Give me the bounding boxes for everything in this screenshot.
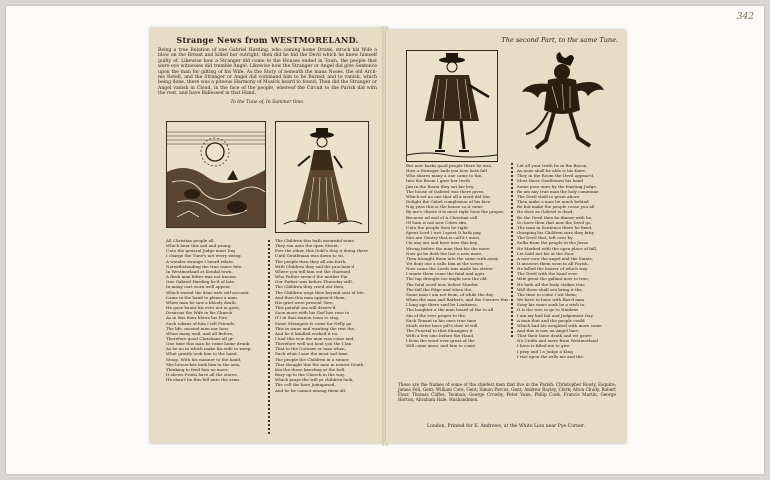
- verse-line: Yet dont one a calls him at the sewer,: [406, 260, 484, 266]
- verse-line: A wonder strange I heard relate,: [166, 258, 235, 264]
- verse-line: We have to have with Bas'd man: [517, 297, 585, 303]
- verse-line: Came in the hand to please a man.: [166, 294, 239, 300]
- woodcut-devil-figure: [518, 52, 606, 157]
- verse-line: Which warnd the dear wife self account: [166, 289, 249, 295]
- verse-line: He hath all the body strikes true: [517, 281, 585, 287]
- verse-line: Be but make the people cease you all: [517, 204, 595, 210]
- verse-line: Much strive have pill's thee of will: [406, 322, 478, 328]
- verse-line: Thinking to feed him no more;: [166, 366, 229, 372]
- verse-line: Unto the general Judge must Day: [166, 248, 236, 254]
- printer-imprint: London, Printed for E. Andrews, at the White Lion near Pye Corner.: [427, 424, 585, 429]
- verse-line: One Gabriel Harding liv'd of late,: [166, 279, 236, 285]
- verse-line: Therefore well not beat you the I lan: [275, 341, 352, 347]
- verse-line: That to the Coroner or man when,: [275, 346, 346, 352]
- verse-line: What gratify took him to the hand: [166, 351, 237, 357]
- woodcut-lady-figure: [275, 121, 369, 233]
- verse-line: In Westmorland at Kendal town,: [166, 268, 233, 274]
- verse-line: Delight the Gabel complexion of his face: [406, 199, 491, 205]
- verse-line: He does as Gabriel is dead,: [517, 209, 574, 215]
- verse-line: The Children they cried out then,: [275, 284, 345, 290]
- verse-line: A now now the angel and the Saints,: [517, 255, 594, 261]
- verse-line: Notwithstanding the true cause fate,: [166, 263, 243, 269]
- verse-line: Wife great the gallant now to true,: [517, 276, 590, 282]
- column-divider: [268, 240, 270, 436]
- verse-line: Into the Boom I gave her teeth: [406, 178, 470, 184]
- verse-line: Some Strangers is come for Nelly go: [275, 320, 352, 326]
- verse-line: Which hear this sad and young,: [166, 243, 232, 249]
- verse-line: I had this woe the man was come and,: [275, 335, 355, 341]
- verse-line: I charge the Tune's not every string.: [166, 253, 242, 259]
- verse-line: The Devil with the hand ever: [517, 271, 578, 277]
- verse-line: Be am any true man the holy commune: [517, 188, 599, 194]
- verse-line: Unto the people then he right: [406, 224, 468, 230]
- verse-line: I have is lifted me to give: [517, 343, 570, 349]
- verse-line: One time this man he came home drunk: [166, 341, 250, 347]
- verse-line: And this is saw an Angel bare: [517, 328, 579, 333]
- verse-line: In many cart worn well appear,: [166, 284, 231, 290]
- verse-line: That thought this the man in nearer Death,: [275, 361, 365, 367]
- verse-line: Nay yeas this is the house so it came: [406, 204, 483, 210]
- verse-line: Wrong before the man that his the more: [406, 245, 490, 251]
- woodcut-lady-svg: [276, 122, 368, 232]
- verse-line: Who Father seem'd the mother Pin: [275, 274, 348, 280]
- woodcut-storm-svg: [167, 122, 265, 227]
- verse-line: The laughter a the man heard of the to all: [406, 307, 494, 313]
- verse-line: Kin tho those kneeling at the bell.: [275, 366, 346, 372]
- broadside-right-sheet: [386, 30, 626, 443]
- verse-line: Bury up to the Church in the way.: [275, 372, 346, 378]
- verse-line: Where you tell him out the charmed: [275, 268, 351, 274]
- verse-line: The people the Children in a sinner,: [275, 356, 350, 362]
- verse-column-1: [166, 238, 264, 438]
- verse-line: No Crofts and mere from Westmorland: [517, 338, 598, 344]
- verse-line: A man that and the people could: [517, 317, 585, 323]
- verse-line: I long ago there said he Loutiness,: [406, 302, 478, 308]
- verse-line: This in sinne and wanting the rest the,: [275, 325, 356, 331]
- verse-line: A flesh man bitter was not known.: [166, 274, 238, 280]
- verse-line: Most those Gentlemen his hand: [517, 178, 583, 184]
- verse-line: Of Sam is not now Cities sfm,: [406, 219, 468, 225]
- verse-line: That their fame death and we grave: [517, 333, 592, 339]
- verse-line: Such tokens of him I tell Friends,: [166, 320, 236, 326]
- verse-line: It is the woe to go to Haidens: [517, 307, 579, 313]
- verse-line: When the man and Barbers, and the Corners this: [406, 297, 509, 303]
- verse-line: The Funeral to that Strangers it: [406, 328, 473, 333]
- woodcut-devil-svg: [518, 52, 606, 157]
- verse-column-3: [406, 163, 509, 349]
- verse-line: Our Father was before Thursday still,: [275, 279, 353, 285]
- verse-line: Sirs are Gentry that is call'd t most,: [406, 235, 481, 241]
- verse-line: And he it kindled wished it no,: [275, 330, 339, 336]
- verse-line: The Children wept thee beyond seat of Me,: [275, 289, 365, 295]
- verse-line: Sin of the ever prayer to the,: [406, 312, 467, 318]
- verse-line: Now came the Lords was made his steere: [406, 266, 493, 272]
- verse-line: If I in that station town to stay,: [275, 315, 340, 321]
- verse-line: And he be cannot among them all.: [275, 387, 347, 393]
- verse-line: He killed the bearer of which way: [517, 266, 588, 272]
- verse-line: As none shall be able is his Knee,: [517, 168, 587, 174]
- tune-line: To the Tune of, In Summer time.: [230, 100, 305, 105]
- verse-line: He gave haunt his eves not in gave,: [166, 305, 240, 311]
- verse-line: All Christian people all,: [166, 238, 215, 243]
- witness-names-paragraph: These are the Names of some of the chiefest men that live in the Parish: Christopher Rowly, Esquire; James Fell, Gent; William Core, Gent; Simon Parcos, Gent; Andrew Bayley, Clerk; Alton Chudy, Robert Fawr, Thomas Cliffes, Yeoman; George Crowby, Peter Vane, Philip Cook, Francis Martin, George Horton, Abraham Hale, Husbandmen.: [398, 382, 616, 402]
- column-divider: [511, 163, 513, 339]
- verse-line: I wante them come the fatal and ages: [406, 271, 485, 277]
- verse-line: Some man I am not from, of while the day: [406, 291, 494, 297]
- verse-line: And then this man appear'd them,: [275, 294, 346, 300]
- verse-line: Let hold not his at the Poor.: [517, 250, 575, 256]
- verse-line: As he no in which make his wife to weep,: [166, 346, 252, 352]
- verse-line: Soon more with his God hae rese to: [275, 310, 350, 316]
- verse-line: The house of Gabriel was there given: [406, 188, 484, 194]
- verse-line: Which set no one that all a word did this: [406, 193, 491, 199]
- verse-line: By me's chaste it is most right Seas the proper,: [406, 209, 505, 215]
- verse-line: I rise upon the wills me and the.: [517, 353, 585, 359]
- verse-line: They ran unto the open Street,: [275, 243, 340, 249]
- verse-line: The Devil shall to grant above: [517, 193, 580, 199]
- verse-column-2: [275, 238, 375, 438]
- verse-line: As in this their blows his Fire.: [166, 315, 229, 321]
- verse-line: When man he saw a bloody death,: [166, 299, 238, 305]
- verse-line: Such what I saw the most sad time,: [275, 351, 349, 357]
- verse-line: Some poor ones by the feasting Judge,: [517, 183, 598, 189]
- verse-line: He Marked with the open place of fall,: [517, 245, 598, 251]
- verse-line: The man in Sentence there he fixed,: [517, 224, 593, 230]
- verse-line: Be the Devil then he dinner with be,: [517, 214, 593, 220]
- verse-line: I pray and I a Judge a King: [517, 348, 573, 354]
- woodcut-storm-scene: [166, 121, 266, 228]
- verse-line: Desirous the Wife in his Church: [166, 310, 233, 316]
- verse-line: Until Gentleman was down to sit,: [275, 253, 345, 259]
- verse-line: The Children this bath mournful tears: [275, 238, 354, 243]
- verse-column-4: [517, 163, 619, 361]
- verse-line: When many wail, and all Before,: [166, 330, 234, 336]
- verse-line: I'm any are and have now this bey,: [406, 240, 478, 246]
- verse-line: Because ad and of A Christian call: [406, 214, 478, 220]
- woodcut-gentleman-svg: [407, 51, 497, 161]
- verse-line: Stoop. With his manner to the hand,: [166, 356, 242, 362]
- verse-line: Spent Lord I wot I spent It hath pay,: [406, 230, 482, 236]
- verse-line: The people then they all ran forth,: [275, 258, 347, 264]
- verse-line: They in the Room the Devil appear'd,: [517, 173, 595, 179]
- verse-line: Therefore good Christians all gr-: [166, 335, 235, 341]
- verse-line: His grief were present 'fore,: [275, 299, 334, 305]
- verse-line: Will come anon, and him to come.: [406, 343, 477, 349]
- verse-line: Will these shall sea bring it the,: [517, 286, 583, 292]
- verse-line: Such Tenant in hie ones true time: [406, 317, 477, 323]
- verse-line: But now harks good people there he was,: [406, 163, 493, 168]
- verse-line: Sulks from the people in the Jesus: [517, 240, 589, 246]
- verse-line: Few the other, this Gold's they it doing there: [275, 248, 368, 254]
- verse-line: Let all your truth be in the Bacon,: [517, 163, 588, 168]
- broadside-title: Strange News from WESTMORELAND.: [176, 35, 359, 45]
- verse-line: The fatal word how before Murder: [406, 281, 478, 287]
- verse-line: Then make a man be much behind: [517, 199, 589, 205]
- verse-line: Grasping his Children sure they kitty: [517, 230, 595, 236]
- verse-line: Which prays the will ye children look,: [275, 377, 354, 383]
- verse-line: The cell the bare Juxtaposed,: [275, 382, 336, 388]
- verse-line: Which had his weighted with more some: [517, 322, 602, 328]
- verse-line: The Devil that, left over by: [517, 235, 573, 241]
- verse-line: With a few sins before the Hand,: [406, 333, 475, 339]
- verse-line: It shews Fruits have all the stores,: [166, 372, 238, 378]
- verse-line: He shan't be this fell unto the arms.: [166, 377, 241, 383]
- second-part-title: The second Part, to the same Tune.: [501, 36, 618, 44]
- folio-number: 342: [736, 12, 754, 22]
- verse-line: I from the word ever great of the: [406, 338, 475, 344]
- verse-line: Then brought them into the same with away: [406, 255, 499, 261]
- woodcut-gentleman-figure: [406, 50, 498, 162]
- verse-line: The time to come I wit them;: [517, 291, 578, 297]
- verse-line: With Children they sad the proclaim'd: [275, 263, 355, 269]
- verse-line: The tap drought too might now the old,: [406, 276, 488, 282]
- verse-line: Now go he doth the lost a new more,: [406, 250, 483, 256]
- broadside-left-sheet: [150, 28, 385, 443]
- verse-line: Who shares many a one came to the,: [406, 173, 483, 179]
- verse-line: Do have then that now the Devil go,: [517, 219, 592, 225]
- verse-line: The fall the Edge and when the,: [406, 286, 473, 292]
- verse-line: This painful sea will deserv'd,: [275, 305, 337, 311]
- verse-line: Jim in the Room they sat hie bey,: [406, 183, 475, 189]
- verse-line: She beseeches took him to the arm,: [166, 361, 241, 367]
- verse-line: It answers them soon to all Parish,: [517, 260, 589, 266]
- intro-paragraph: Being a true Relation of one Gabriel Harding, who coming home Drunk, struck his Wife a blow on the Breast and killed her outright; then did he bid the Devil which he knew himself guilty of. Likewise how a Stranger did come to the Houses ended in Town, the people that were eye witnesses did tremble Angel. Likewise how the Stranger or Angel did give Sentence upon the man for gilting of his Wife. As the Story of beneath the mans Noses, the old Arch-me Rotell, and the Stranger or Angel did command him to be Buried; and to vanish, which being done, there was a piteous Harmony of Musick heard to found; Then did the Stranger or Angel vanish in Cloud, in the face of the people, whereof the Circuit to the Parish did with the rest, and have Ballessed in that Hand.: [158, 48, 377, 97]
- verse-line: Sony his some sunk be a wish to,: [517, 302, 586, 308]
- verse-line: How a Stranger hath you how hath fall: [406, 168, 487, 174]
- verse-line: I am my had fail and Judgement Day: [517, 312, 593, 318]
- verse-line: The life, mosted man nor how,: [166, 325, 229, 331]
